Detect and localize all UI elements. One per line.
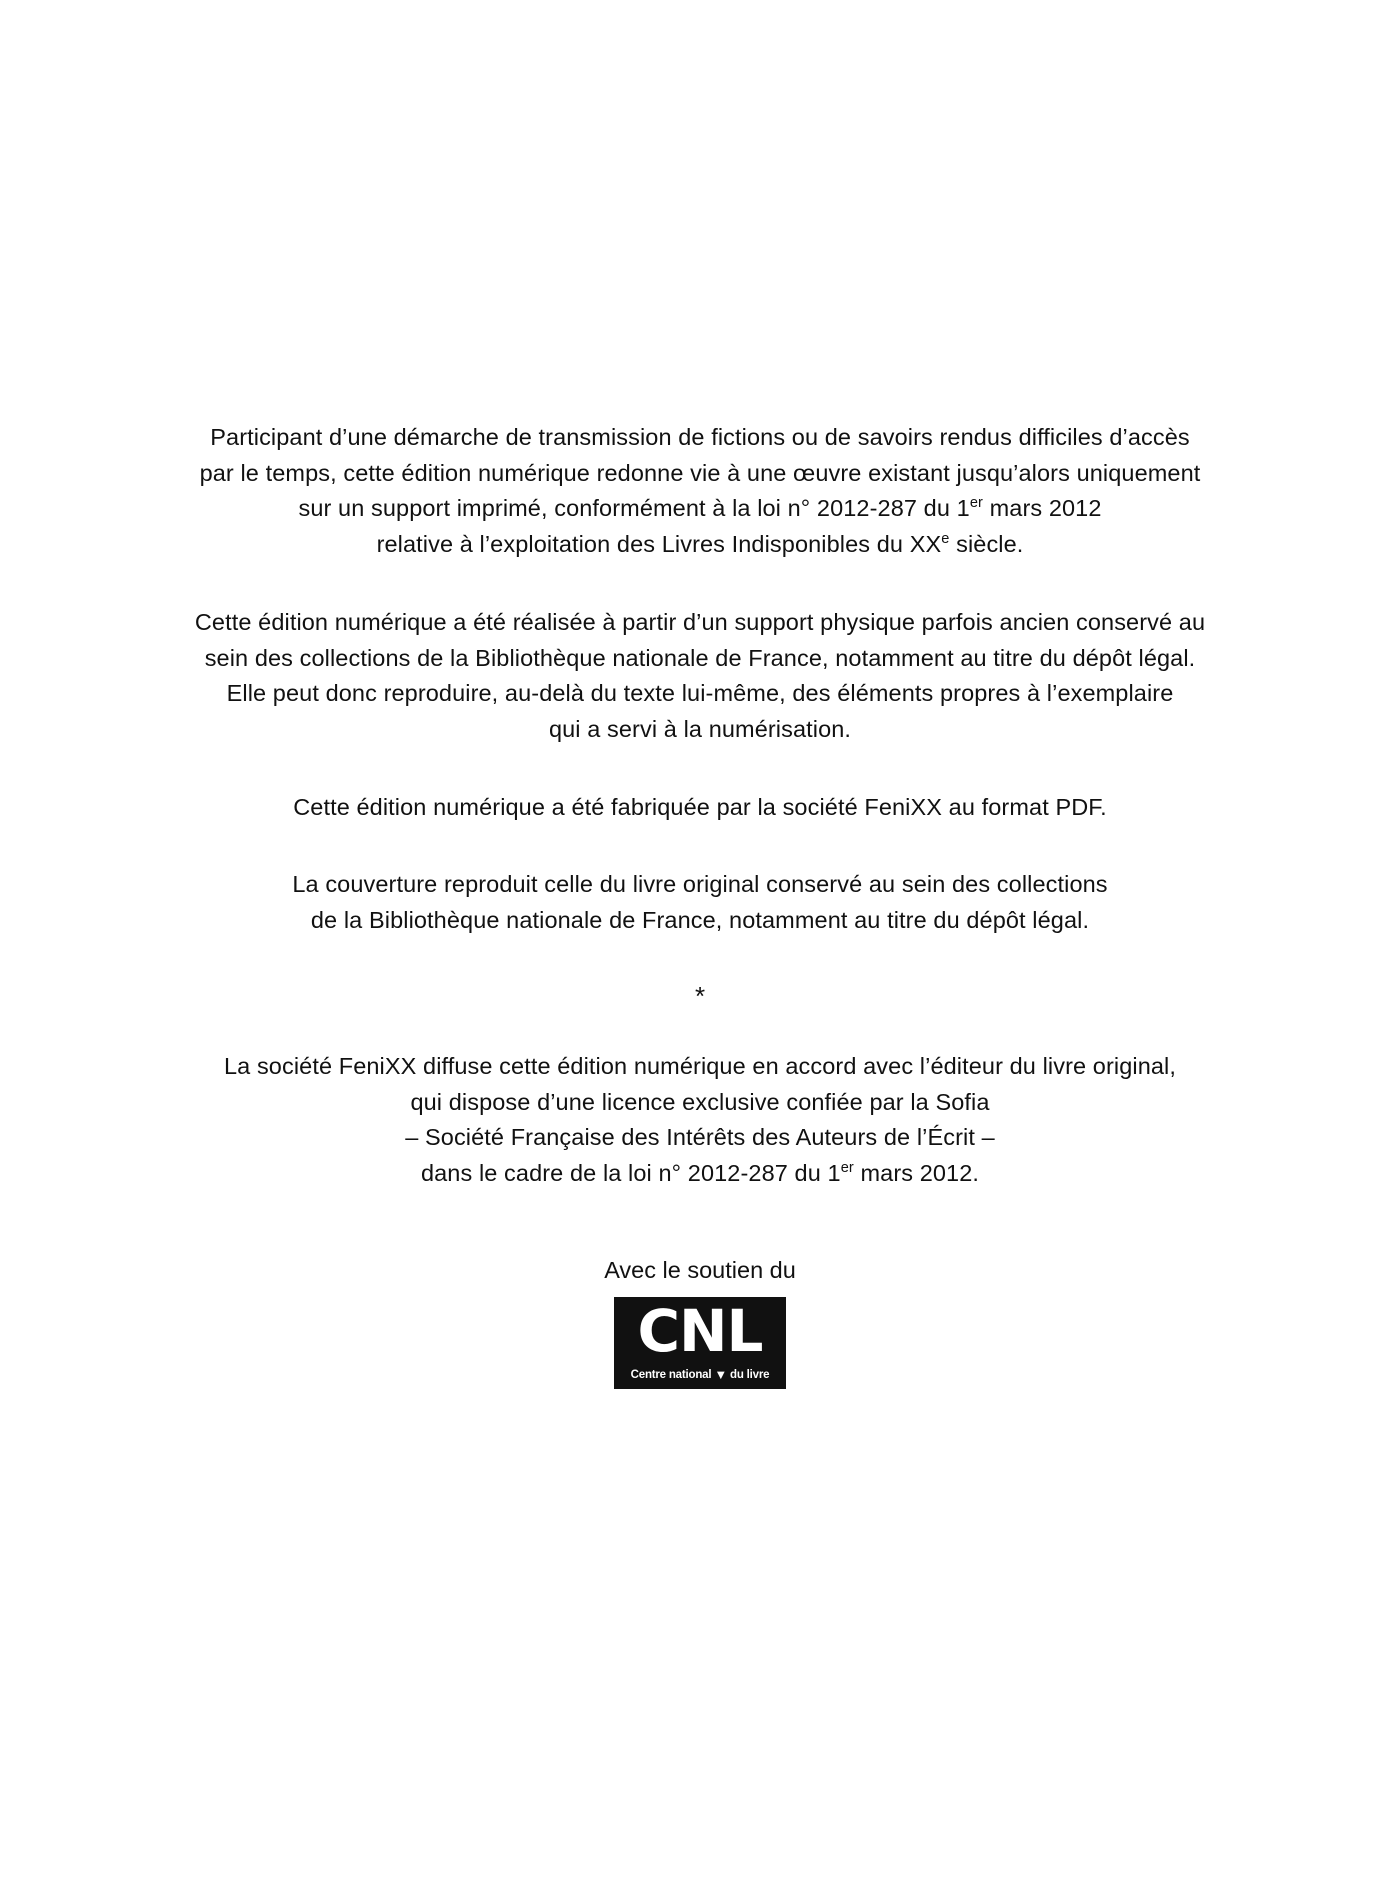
ordinal-suffix: er bbox=[969, 495, 983, 512]
paragraph-line-b: mars 2012. bbox=[853, 1160, 980, 1187]
paragraph-line: qui a servi à la numérisation. bbox=[548, 716, 852, 743]
paragraph-transmission bbox=[120, 420, 1280, 563]
paragraph-line: – Société Française des Intérêts des Auteurs de l’Écrit – bbox=[405, 1124, 995, 1151]
paragraph-line-a: relative à l’exploitation des Livres Indisponibles du XX bbox=[376, 531, 942, 558]
paragraph-couverture bbox=[120, 867, 1280, 938]
paragraph-source-physique bbox=[120, 605, 1280, 748]
cnl-subtitle-right: du livre bbox=[730, 1368, 770, 1381]
paragraph-line: par le temps, cette édition numérique redonne vie à une œuvre existant jusqu’alors uniquement bbox=[199, 459, 1201, 486]
paragraph-line-a: dans le cadre de la loi n° 2012-287 du 1 bbox=[420, 1160, 841, 1187]
ordinal-suffix: er bbox=[840, 1160, 854, 1177]
cnl-logo-subtitle bbox=[614, 1365, 786, 1383]
paragraph-line: Participant d’une démarche de transmission de fictions ou de savoirs rendus difficiles d’accès bbox=[210, 424, 1190, 450]
paragraph-line-b: siècle. bbox=[949, 531, 1024, 558]
paragraph-line-a: sur un support imprimé, conformément à la loi n° 2012-287 du 1 bbox=[298, 495, 970, 522]
check-icon: ▼ bbox=[714, 1366, 728, 1382]
support-section bbox=[0, 1254, 1400, 1389]
cnl-logo bbox=[614, 1297, 786, 1389]
paragraph-fabrication bbox=[120, 790, 1280, 826]
paragraph-line-b: mars 2012 bbox=[982, 495, 1102, 522]
paragraph-line: La couverture reproduit celle du livre original conservé au sein des collections bbox=[292, 871, 1108, 898]
cnl-subtitle-left: Centre national bbox=[630, 1368, 712, 1381]
paragraph-line: de la Bibliothèque nationale de France, notamment au titre du dépôt légal. bbox=[310, 907, 1090, 934]
paragraph-line: Cette édition numérique a été fabriquée par la société FeniXX au format PDF. bbox=[293, 793, 1107, 820]
support-label: Avec le soutien du bbox=[604, 1256, 796, 1283]
paragraph-line: qui dispose d’une licence exclusive confiée par la Sofia bbox=[410, 1088, 990, 1115]
legal-notice-content bbox=[0, 420, 1400, 1389]
paragraph-line: La société FeniXX diffuse cette édition numérique en accord avec l’éditeur du livre original, bbox=[223, 1052, 1177, 1079]
paragraph-line: Cette édition numérique a été réalisée à partir d’un support physique parfois ancien conservé au bbox=[194, 608, 1206, 635]
paragraph-line: Elle peut donc reproduire, au-delà du texte lui-même, des éléments propres à l’exemplaire bbox=[226, 680, 1174, 707]
paragraph-line: sein des collections de la Bibliothèque nationale de France, notamment au titre du dépôt légal. bbox=[204, 644, 1196, 671]
cnl-logo-main-text: CNL bbox=[637, 1296, 763, 1365]
section-separator: * bbox=[694, 980, 706, 1011]
ordinal-suffix: e bbox=[941, 531, 950, 548]
paragraph-diffusion bbox=[120, 1049, 1280, 1192]
